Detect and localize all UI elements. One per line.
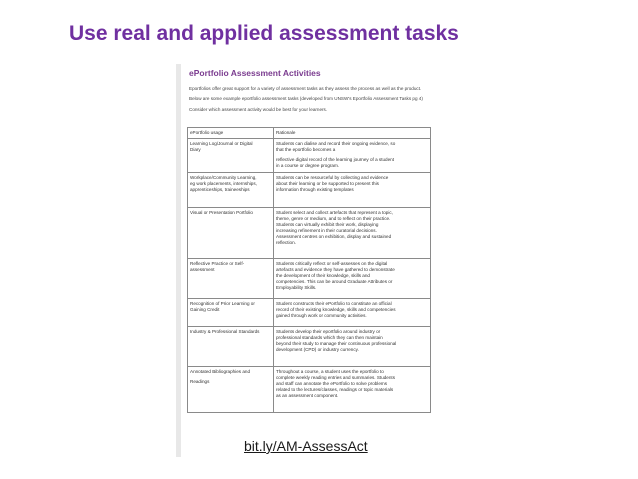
cell-text-line: complete weekly reading entries and summaries. Students [276,375,395,380]
cell-text-line: beyond their study to manage their continuous professional [276,341,397,346]
cell-text-line: Annotated Bibliographies and [190,369,251,374]
short-link[interactable]: bit.ly/AM-AssessAct [244,438,368,454]
usage-cell [188,139,274,173]
cell-text-line: Workplace/Community Learning, [190,175,257,180]
cell-text-line: apprenticeships, traineeships [190,187,250,192]
document-margin-bar [176,64,181,457]
cell-text-line: record of their existing knowledge, skills and competencies [276,307,396,312]
table-header-row [188,128,431,139]
usage-cell [188,299,274,327]
rationale-cell [274,299,431,327]
table-row [188,208,431,259]
cell-text-line: gained through work or community activities. [276,313,367,318]
cell-text-line: reflection. [276,240,296,245]
rationale-cell [274,367,431,413]
table-row [188,139,431,173]
cell-text-line: Students critically reflect or self-assesses on the digital [276,261,388,266]
cell-text-line: Student select and collect artefacts that represent a topic, [276,210,393,215]
usage-cell [188,208,274,259]
cell-text-line: Learning Log/Journal or Digital [190,141,253,146]
document-intro-line: Below are some example eportfolio assessment tasks (developed from UNSW's Eportfolio Assessment Tasks pg 4) [189,96,423,101]
cell-text-line: reflective digital record of the learning journey of a student [276,157,394,162]
cell-text-line: artefacts and evidence they have gathered to demonstrate [276,267,395,272]
table-row [188,327,431,367]
cell-text-line: about their learning or be supported to present this [276,181,379,186]
cell-text-line: Visual or Presentation Portfolio [190,210,253,215]
cell-text-line: in a course or degree program. [276,163,340,168]
assessment-table [187,127,431,413]
rationale-cell [274,173,431,208]
cell-text-line: eg work placements, internships, [190,181,257,186]
cell-text-line: Student constructs their ePortfolio to constitute an official [276,301,392,306]
usage-cell [188,259,274,299]
slide-title: Use real and applied assessment tasks [69,22,459,45]
cell-text-line: development (CPD) or industry currency. [276,347,359,352]
cell-text-line: Students can be resourceful by collecting and evidence [276,175,389,180]
document-screenshot [176,64,444,457]
rationale-cell [274,139,431,173]
table-header-cell: ePortfolio usage [188,128,274,139]
cell-text-line: Throughout a course, a student uses the eportfolio to [276,369,384,374]
cell-text-line: Students can virtually exhibit their work, displaying [276,222,379,227]
rationale-cell [274,208,431,259]
cell-text-line: as an assessment component. [276,393,339,398]
cell-text-line: Students can dialise and record their ongoing evidence, so [276,141,396,146]
cell-text-line: Readings [190,379,210,384]
table-row [188,367,431,413]
document-intro-line: Eportfolios offer great support for a variety of assessment tasks as they assess the process as well as the product. [189,86,422,91]
cell-text-line: the development of their knowledge, skills and [276,273,370,278]
usage-cell [188,327,274,367]
cell-text-line: competencies. This can be around Graduate Attributes or [276,279,393,284]
cell-text-line: assessment [190,267,215,272]
cell-text-line: theme, genre or medium, and to reflect on their practice. [276,216,391,221]
rationale-cell [274,259,431,299]
document-heading: ePortfolio Assessment Activities [189,68,321,78]
table-row [188,259,431,299]
cell-text-line: Students develop their eportfolio around industry or [276,329,381,334]
cell-text-line: increasing refinement in their curatorial decisions. [276,228,377,233]
cell-text-line: Recognition of Prior Learning or [190,301,255,306]
cell-text-line: that the eportfolio becomes a [276,147,336,152]
table-header-cell: Rationale [274,128,431,139]
cell-text-line: Reflective Practice or Self- [190,261,245,266]
cell-text-line: related to the lectures/classes, readings or topic materials [276,387,394,392]
cell-text-line: Diary [190,147,201,152]
cell-text-line: and staff can annotate the ePortfolio to solve problems [276,381,388,386]
cell-text-line: Employability Skills. [276,285,317,290]
cell-text-line: Industry & Professional Standards [190,329,260,334]
cell-text-line: Assessment centres on exhibition, display and sustained [276,234,392,239]
table-row [188,173,431,208]
cell-text-line: Gaining Credit [190,307,220,312]
rationale-cell [274,327,431,367]
cell-text-line: information through existing templates [276,187,354,192]
document-intro-line: Consider which assessment activity would be best for your learners. [189,107,328,112]
usage-cell [188,367,274,413]
table-row [188,299,431,327]
usage-cell [188,173,274,208]
cell-text-line: professional standards which they can then maintain [276,335,383,340]
